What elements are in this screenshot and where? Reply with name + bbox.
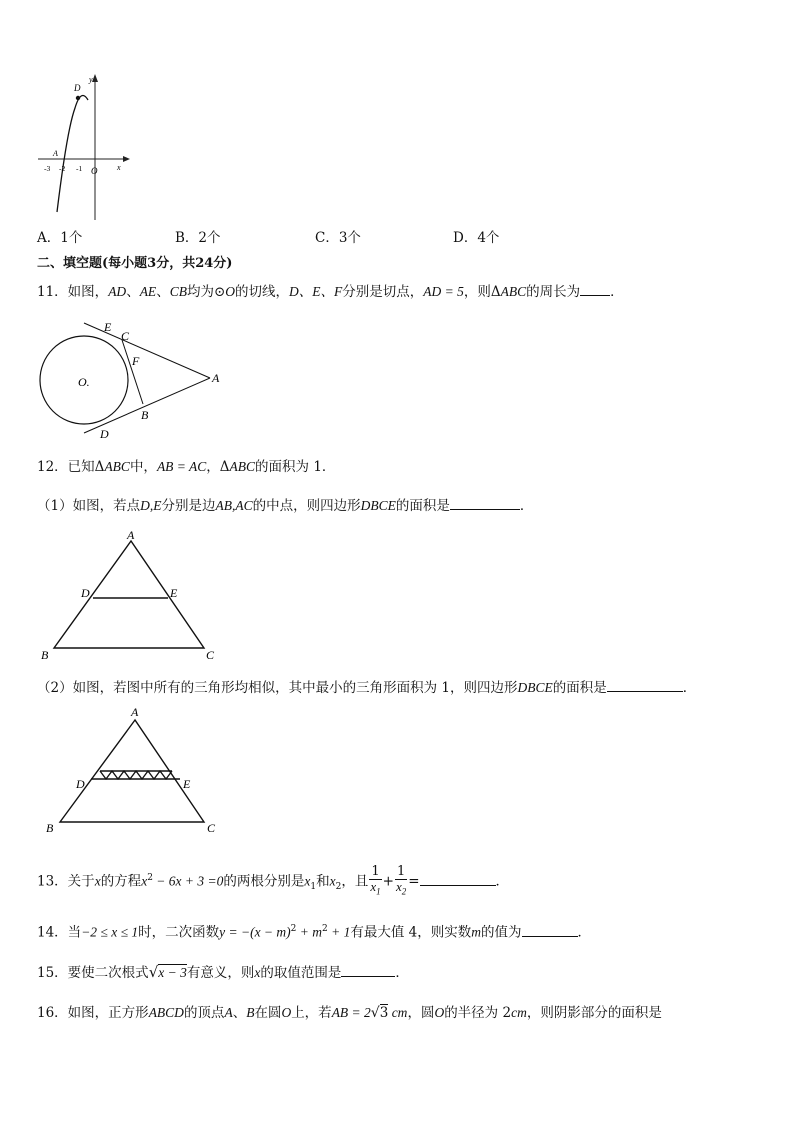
parabola-graph	[35, 70, 135, 222]
question-12-part2: （2）如图，若图中所有的三角形均相似，其中最小的三角形面积为 1，则四边形DBCE的面积是 ．	[37, 677, 696, 697]
fig12a-label-c: C	[206, 648, 215, 662]
fig11-label-a: A	[212, 371, 220, 385]
fig12b-label-c: C	[207, 821, 216, 835]
fig11-label-d: D	[100, 427, 109, 441]
answer-blank	[607, 677, 683, 692]
q10-option-c: C．3个	[315, 230, 361, 246]
triangle-midline-figure	[38, 528, 228, 664]
question-12-part1: （1）如图，若点D,E分别是边AB,AC的中点，则四边形DBCE的面积是 ．	[37, 495, 533, 515]
q10-option-b: B．2个	[175, 230, 221, 246]
fig11-label-f: F	[132, 354, 140, 368]
answer-blank	[450, 495, 520, 510]
fig12a-label-d: D	[81, 586, 90, 600]
fig12b-label-e: E	[183, 777, 191, 791]
question-15: 15．要使二次根式√x − 3有意义，则x的取值范围是 ．	[37, 963, 409, 981]
fig12b-label-a: A	[131, 705, 139, 719]
graph-origin-label: O	[91, 166, 98, 176]
q10-option-a: A．1个	[37, 230, 83, 246]
fraction-1: $\frac{1}{x_1}$	[370, 864, 381, 897]
answer-blank	[522, 922, 578, 937]
answer-blank	[420, 871, 496, 886]
circle-tangent-figure	[38, 318, 228, 444]
q10-option-d: D．4个	[453, 230, 500, 246]
question-12: 12．已知ΔABC中，AB = AC，ΔABC的面积为 1．	[37, 459, 336, 475]
fig12b-label-d: D	[76, 777, 85, 791]
fig11-label-c: C	[121, 329, 130, 343]
triangle-similar-figure	[38, 704, 228, 838]
graph-x-label: x	[117, 163, 121, 172]
fig12b-label-b: B	[46, 821, 54, 835]
graph-tick-neg3: -3	[44, 164, 51, 173]
fig11-label-b: B	[141, 408, 149, 422]
graph-d-label: D	[74, 83, 81, 93]
fig11-label-o: O.	[78, 375, 90, 389]
graph-y-label: y	[89, 75, 93, 84]
fig12a-label-a: A	[127, 528, 135, 542]
answer-blank	[341, 962, 395, 977]
fig12a-label-e: E	[170, 586, 178, 600]
graph-tick-neg2: -2	[59, 164, 66, 173]
fig12a-label-b: B	[41, 648, 49, 662]
question-11: 11．如图，AD、AE、CB均为⊙O的切线，D、E、F分别是切点，AD = 5，则ΔABC的周长为 ．	[37, 281, 624, 301]
question-16: 16．如图，正方形ABCD的顶点A、B在圆O上，若AB = 2√3 cm，圆O的半径为 2cm，则阴影部分的面积是	[37, 1005, 662, 1021]
fraction-2: $\frac{1}{x_2}$	[395, 864, 407, 897]
answer-blank	[580, 281, 610, 296]
question-13: 13．关于x的方程$x^2 - 6x + 3 =0$的两根分别是$x_1$和$x_2$，且 $\frac{1}{x_1}$ + $\frac{1}{x_2}$ = ．	[37, 864, 510, 897]
fig11-label-e: E	[104, 320, 112, 334]
graph-a-label: A	[53, 149, 58, 158]
question-14: 14．当−2 ≤ x ≤ 1时，二次函数$y = -(x - m)^2 + m^2 + 1$有最大值 4，则实数m的值为 ．	[37, 920, 591, 942]
section-title: 二、填空题(每小题3分，共24分)	[37, 256, 233, 271]
graph-tick-neg1: -1	[76, 164, 83, 173]
